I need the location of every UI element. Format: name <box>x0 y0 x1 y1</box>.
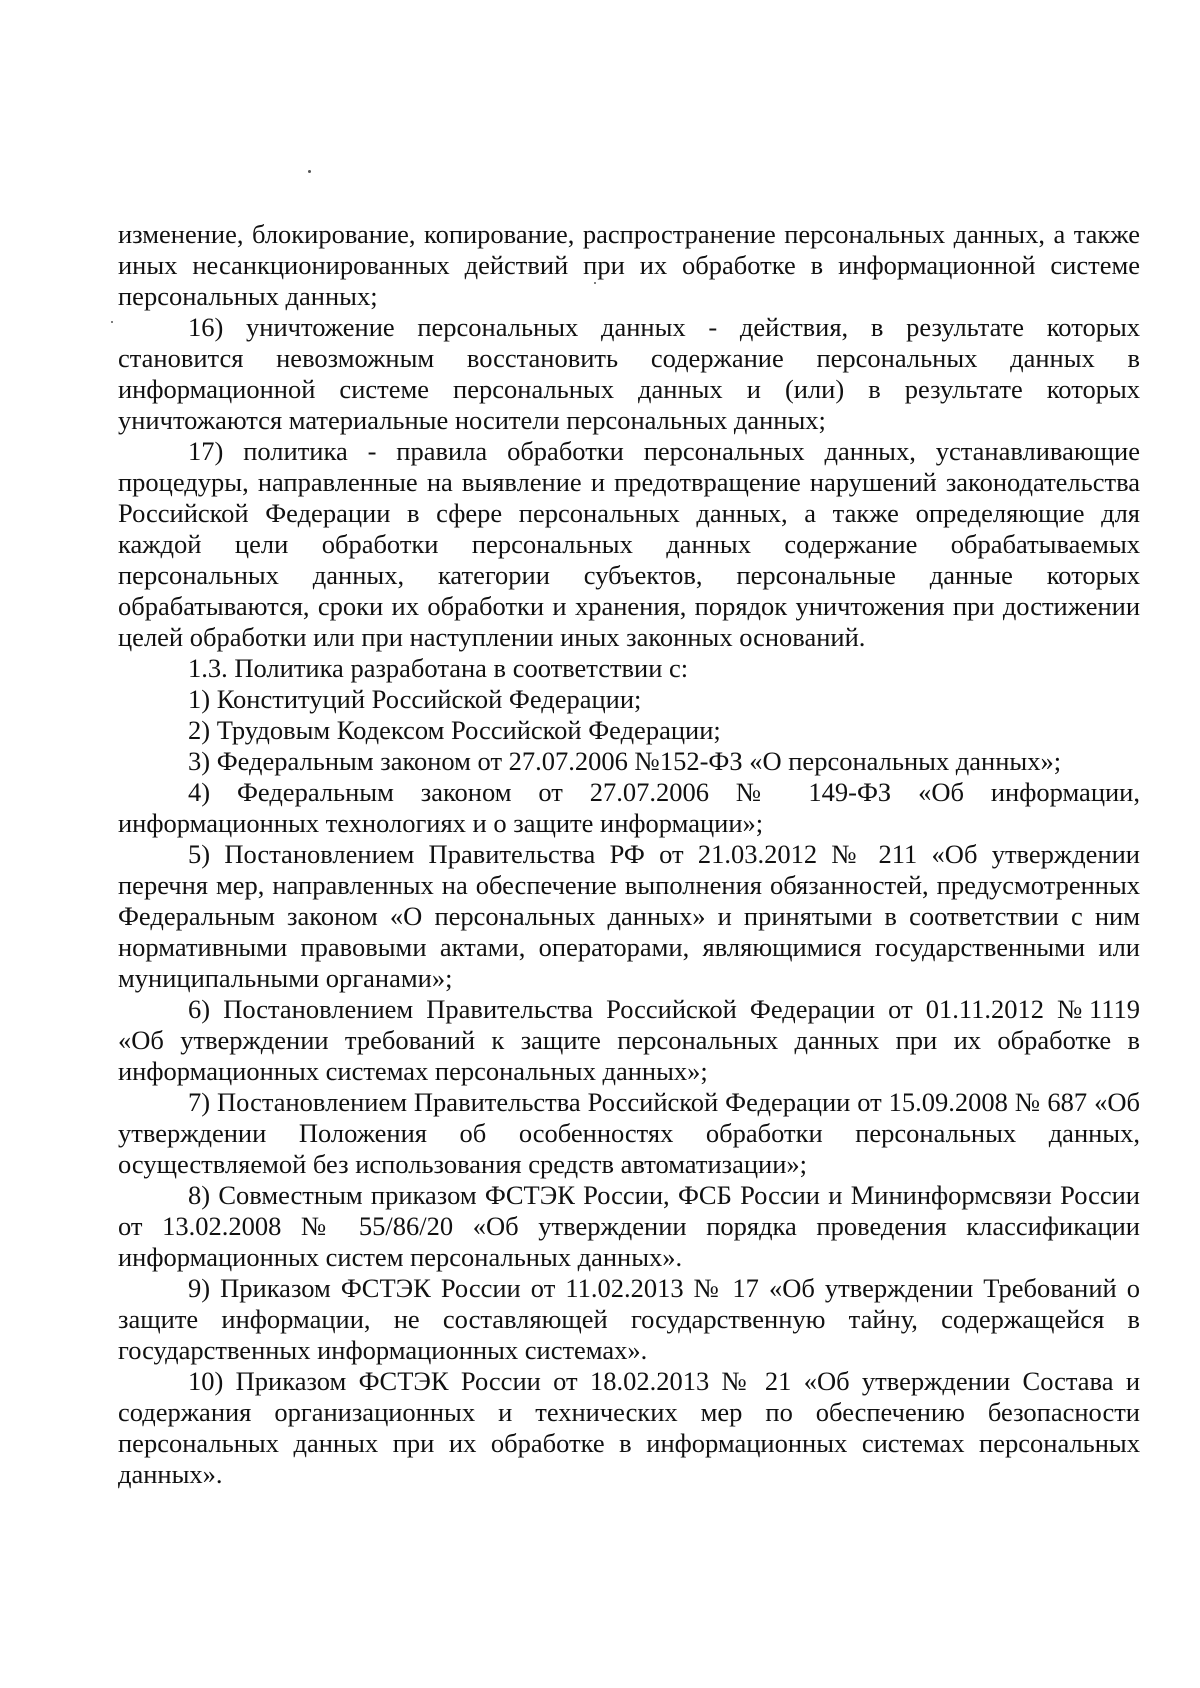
list-item: 2) Трудовым Кодексом Российской Федерации; <box>188 715 721 745</box>
list-item: 5) Постановлением Правительства РФ от 21.03.2012 № 211 «Об утверждении перечня мер, направленных на обеспечение выполнения обязанностей, предусмотренных Федеральным законом «О персональных данных» и принятыми в соответствии с ним нормативными правовыми актами, операторами, являющимися государственными или муниципальными органами»; <box>118 839 1140 993</box>
scan-speck <box>308 170 311 173</box>
paragraph: 1.3. Политика разработана в соответствии с: <box>188 653 689 683</box>
paragraph: 17) политика - правила обработки персональных данных, устанавливающие процедуры, направленные на выявление и предотвращение нарушений законодательства Российской Федерации в сфере персональных данных, а также определяющие для каждой цели обработки персональных данных содержание обрабатываемых персональных данных, категории субъектов, персональные данные которых обрабатываются, сроки их обработки и хранения, порядок уничтожения при достижении целей обработки или при наступлении иных законных оснований. <box>118 436 1140 652</box>
list-item: 8) Совместным приказом ФСТЭК России, ФСБ России и Мининформсвязи России от 13.02.2008 № 55/86/20 «Об утверждении порядка проведения классификации информационных систем персональных данных». <box>118 1180 1140 1272</box>
document-body <box>118 219 1140 1490</box>
list-item: 6) Постановлением Правительства Российской Федерации от 01.11.2012 №1119 «Об утверждении требований к защите персональных данных при их обработке в информационных системах персональных данных»; <box>118 994 1140 1086</box>
document-page <box>118 0 1140 1688</box>
scan-speck <box>111 321 113 323</box>
list-item: 4) Федеральным законом от 27.07.2006 № 149-ФЗ «Об информации, информационных технологиях и о защите информации»; <box>118 777 1140 838</box>
paragraph: 16) уничтожение персональных данных - действия, в результате которых становится невозможным восстановить содержание персональных данных в информационной системе персональных данных и (или) в результате которых уничтожаются материальные носители персональных данных; <box>118 312 1140 435</box>
list-item: 1) Конституций Российской Федерации; <box>188 684 642 714</box>
list-item: 10) Приказом ФСТЭК России от 18.02.2013 № 21 «Об утверждении Состава и содержания организационных и технических мер по обеспечению безопасности персональных данных при их обработке в информационных системах персональных данных». <box>118 1366 1140 1489</box>
list-item: 7) Постановлением Правительства Российской Федерации от 15.09.2008 № 687 «Об утверждении Положения об особенностях обработки персональных данных, осуществляемой без использования средств автоматизации»; <box>118 1087 1140 1179</box>
list-item: 3) Федеральным законом от 27.07.2006 №152-ФЗ «О персональных данных»; <box>188 746 1062 776</box>
paragraph: изменение, блокирование, копирование, распространение персональных данных, а также иных несанкционированных действий при их обработке в информационной системе персональных данных; <box>118 219 1140 311</box>
list-item: 9) Приказом ФСТЭК России от 11.02.2013 № 17 «Об утверждении Требований о защите информации, не составляющей государственную тайну, содержащейся в государственных информационных системах». <box>118 1273 1140 1365</box>
